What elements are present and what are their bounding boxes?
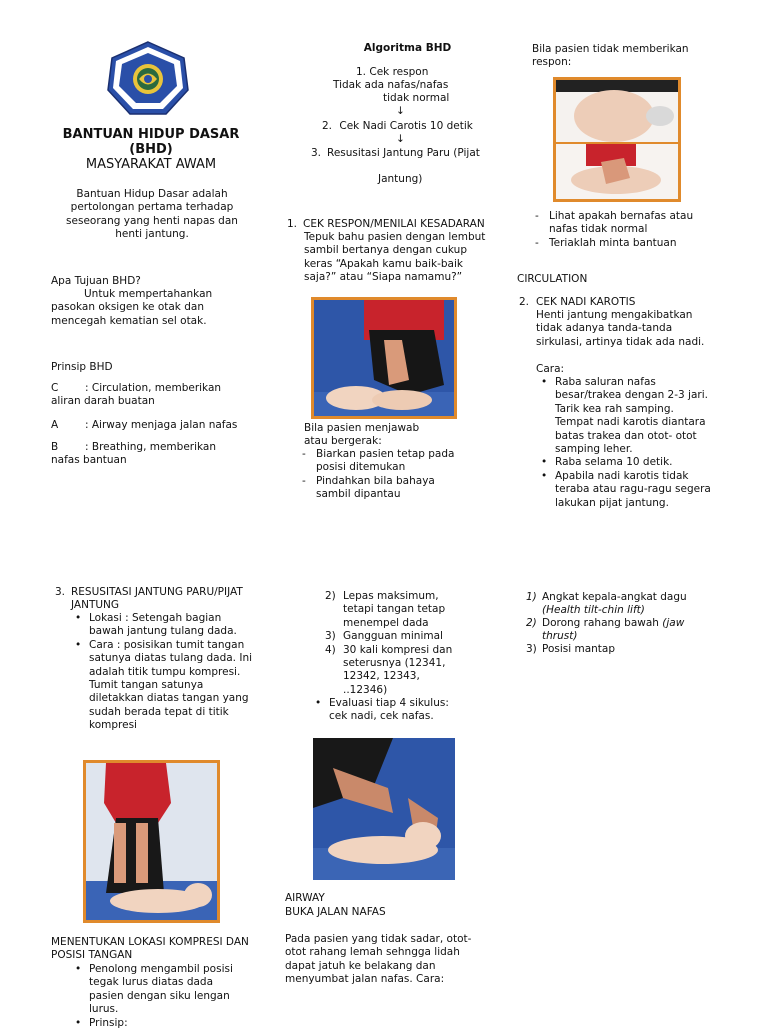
algo-step-3b: Jantung) [378,173,423,185]
lokasi-heading: MENENTUKAN LOKASI KOMPRESI DAN POSISI TANGAN [51,936,249,962]
kompresi-item-2-text: Lepas maksimum, tetapi tangan tetap menempel dada [343,590,446,629]
nadi-text: Henti jantung mengakibatkan tidak adanya tanda-tanda sirkulasi, artinya tidak ada nadi. [536,309,705,348]
kompresi-item-2 [325,590,465,630]
no-response-item-2: - Teriaklah minta bantuan [533,237,713,250]
nadi-heading [519,296,719,309]
kompresi-item-4-num: 4) [325,643,336,656]
airway-technique-3-num: 3) [526,643,537,655]
no-response-heading: Bila pasien tidak memberikan respon: [532,43,689,69]
photo-compression [83,760,220,923]
airway-paragraph: Pada pasien yang tidak sadar, otot-otot rahang lemah sehngga lidah dapat jatuh ke belakang dan menyumbat jalan nafas. Cara: [285,933,472,986]
respond-item-2: - Pindahkan bila bahaya sambil dipantau [300,475,470,502]
prinsip-a-letter: A [51,419,59,431]
rjp-item-2: • Cara : posisikan tumit tangan satunya diatas tulang dada. Ini adalah titik tumpu kompresi. Tumit tangan satunya diletakkan diatas tangan yang sudah berada tepat di titik kompresi [73,639,253,733]
prinsip-b-text: : Breathing, memberikan [85,441,217,453]
rjp-title: RESUSITASI JANTUNG PARU/PIJAT JANTUNG [71,586,243,612]
prinsip-c-text: : Circulation, memberikan [85,382,222,394]
prinsip-c [51,382,251,409]
eval-item: • Evaluasi tiap 4 sikulus: cek nadi, cek nafas. [313,697,463,724]
tujuan-question: Apa Tujuan BHD? [51,275,141,287]
nadi-num: 2. [519,296,530,308]
lokasi-item-2: • Prinsip: [73,1017,243,1030]
logo-emblem [106,40,190,116]
algo-step-1c: tidak normal [383,92,450,104]
prinsip-b [51,441,251,468]
prinsip-c-letter: C [51,382,59,394]
circulation-heading: CIRCULATION [517,273,588,285]
cara-item-2: • Raba selama 10 detik. [539,456,715,469]
cara-item-1: • Raba saluran nafas besar/trakea dengan 2-3 jari. Tarik kea rah samping. Tempat nadi karotis diantara batas trakea dan otot- otot samping leher. [539,376,715,456]
photo-check-response [311,297,457,419]
algo-step-2 [322,120,473,133]
intro-paragraph: Bantuan Hidup Dasar adalah pertolongan pertama terhadap seseorang yang henti napas dan henti jantung. [66,188,238,241]
airway-technique-1-text: Angkat kepala-angkat dagu [542,591,687,603]
airway-technique-2-num: 2) [526,617,537,629]
airway-technique-1-num: 1) [526,591,537,603]
respond-item-1: - Biarkan pasien tetap pada posisi ditemukan [300,448,470,475]
algo-step-3-num: 3. [311,147,322,159]
no-response-list [533,210,713,250]
kompresi-item-4-text: 30 kali kompresi dan seterusnya (12341, 12342, 12343, ..12346) [343,643,453,696]
algo-step-3-text: Resusitasi Jantung Paru (Pijat [327,147,480,159]
kompresi-list [325,590,465,697]
photo-compression-image [86,763,217,920]
algo-step-2-num: 2. [322,120,333,132]
respond-heading: Bila pasien menjawab atau bergerak: [304,422,420,448]
photo-airway-image [313,738,455,880]
cek-respon-num: 1. [287,218,298,230]
respond-list [300,448,470,502]
lokasi-list [73,963,243,1030]
kompresi-item-3-text: Gangguan minimal [343,630,443,643]
prinsip-a-text: : Airway menjaga jalan nafas [85,419,238,431]
airway-technique-3 [526,643,716,656]
title-bhd: (BHD) [129,142,173,157]
kompresi-item-3 [325,630,465,643]
rjp-heading [55,586,253,613]
algo-step-3 [311,147,481,160]
prinsip-b-text2: nafas bantuan [51,454,127,467]
airway-technique-2-text: Dorong rahang bawah [542,617,659,629]
prinsip-a [51,419,256,432]
prinsip-heading: Prinsip BHD [51,361,113,373]
algo-arrow-1: ↓ [396,105,405,117]
lokasi-item-1: • Penolong mengambil posisi tegak lurus diatas dada pasien dengan siku lengan lurus. [73,963,243,1017]
prinsip-c-text2: aliran darah buatan [51,395,155,408]
photo-no-response-image [556,80,678,199]
title-masyarakat-awam: MASYARAKAT AWAM [85,157,217,172]
airway-heading: AIRWAY [285,892,325,904]
cek-respon-title: CEK RESPON/MENILAI KESADARAN [303,218,485,230]
tujuan-answer: Untuk mempertahankan pasokan oksigen ke otak dan mencegah kematian sel otak. [51,288,213,327]
cara-list [539,376,715,510]
prinsip-b-letter: B [51,441,59,453]
eval-list [313,697,463,724]
cara-label: Cara: [536,363,565,375]
algo-step-1 [356,66,428,79]
kompresi-item-3-num: 3) [325,630,336,643]
algo-step-2-text: Cek Nadi Carotis 10 detik [339,120,473,132]
rjp-num: 3. [55,586,66,598]
airway-technique-1-sub: (Health tilt-chin lift) [542,604,645,617]
airway-technique-2-sub: (jaw thrust) [542,617,685,643]
cek-respon-heading [287,218,487,231]
algoritma-title: Algoritma BHD [363,42,452,54]
airway-technique-1 [526,591,716,618]
photo-airway [313,738,455,880]
no-response-item-1: - Lihat apakah bernafas atau nafas tidak normal [533,210,713,237]
algo-step-1-num: 1. [356,66,367,78]
airway-technique-2 [526,617,716,644]
airway-technique-3-text: Posisi mantap [542,643,616,655]
nadi-title: CEK NADI KAROTIS [536,296,636,308]
cara-item-3: • Apabila nadi karotis tidak teraba atau ragu-ragu segera lakukan pijat jantung. [539,470,715,510]
kompresi-item-4 [325,644,465,698]
photo-check-response-image [314,300,454,416]
algo-step-1b: Tidak ada nafas/nafas [333,79,449,91]
kompresi-item-2-num: 2) [325,590,336,602]
photo-no-response [553,77,681,202]
algo-arrow-2: ↓ [396,133,405,145]
title-bantuan-hidup-dasar: BANTUAN HIDUP DASAR [62,127,240,142]
college-logo [106,40,190,116]
rjp-list [73,612,253,733]
algo-step-1-text: Cek respon [369,66,429,78]
cek-respon-text: Tepuk bahu pasien dengan lembut sambil bertanya dengan cukup keras “Apakah kamu baik-baik saja?” atau “Siapa namamu?” [304,231,486,284]
buka-jalan-nafas-heading: BUKA JALAN NAFAS [285,906,386,918]
rjp-item-1: • Lokasi : Setengah bagian bawah jantung tulang dada. [73,612,253,639]
